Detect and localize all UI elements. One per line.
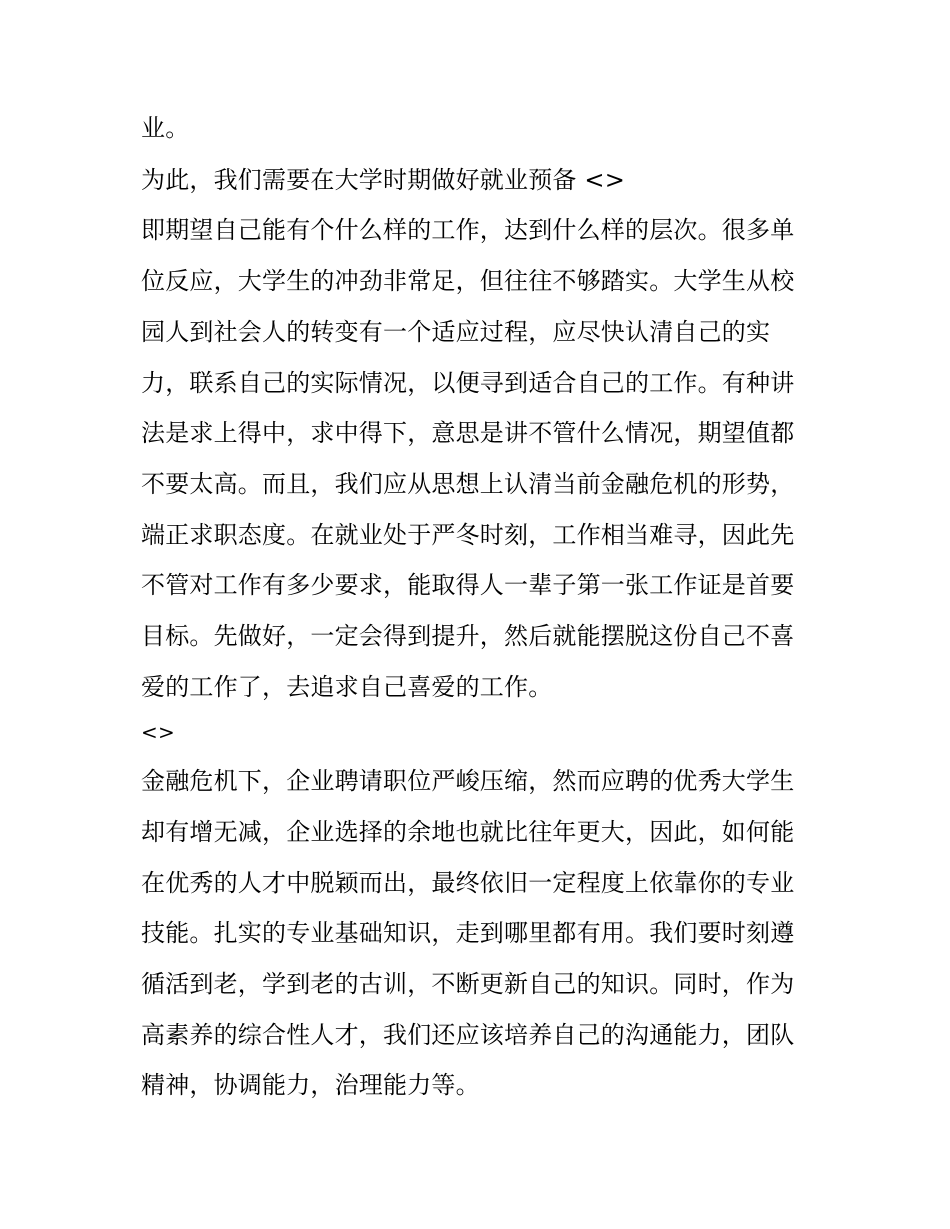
text-line: 为此，我们需要在大学时期做好就业预备 <> — [141, 166, 626, 194]
text-line: 不要太高。而且，我们应从思想上认清当前金融危机的形势， — [141, 470, 795, 498]
text-line: 技能。扎实的专业基础知识，走到哪里都有用。我们要时刻遵 — [141, 919, 795, 947]
text-line: 却有增无减，企业选择的余地也就比往年更大，因此，如何能 — [141, 818, 795, 846]
text-line: 端正求职态度。在就业处于严冬时刻，工作相当难寻，因此先 — [141, 521, 795, 549]
text-line: 在优秀的人才中脱颖而出，最终依旧一定程度上依靠你的专业 — [141, 869, 795, 897]
text-line: 金融危机下，企业聘请职位严峻压缩，然而应聘的优秀大学生 — [141, 767, 795, 795]
text-line: 业。 — [141, 114, 190, 142]
text-line: 高素养的综合性人才，我们还应该培养自己的沟通能力，团队 — [141, 1021, 795, 1049]
text-line: 位反应，大学生的冲劲非常足，但往往不够踏实。大学生从校 — [141, 267, 795, 295]
text-line: 精神，协调能力，治理能力等。 — [141, 1071, 480, 1099]
text-line: 法是求上得中，求中得下，意思是讲不管什么情况，期望值都 — [141, 419, 795, 447]
text-line: <> — [141, 720, 175, 744]
text-line: 爱的工作了，去追求自己喜爱的工作。 — [141, 673, 553, 701]
text-line: 不管对工作有多少要求，能取得人一辈子第一张工作证是首要 — [141, 571, 795, 599]
text-line: 即期望自己能有个什么样的工作，达到什么样的层次。很多单 — [141, 216, 795, 244]
text-line: 目标。先做好，一定会得到提升，然后就能摆脱这份自己不喜 — [141, 622, 795, 650]
text-line: 循活到老，学到老的古训，不断更新自己的知识。同时，作为 — [141, 970, 795, 998]
text-line: 园人到社会人的转变有一个适应过程，应尽快认清自己的实 — [141, 318, 771, 346]
text-line: 力，联系自己的实际情况，以便寻到适合自己的工作。有种讲 — [141, 369, 795, 397]
